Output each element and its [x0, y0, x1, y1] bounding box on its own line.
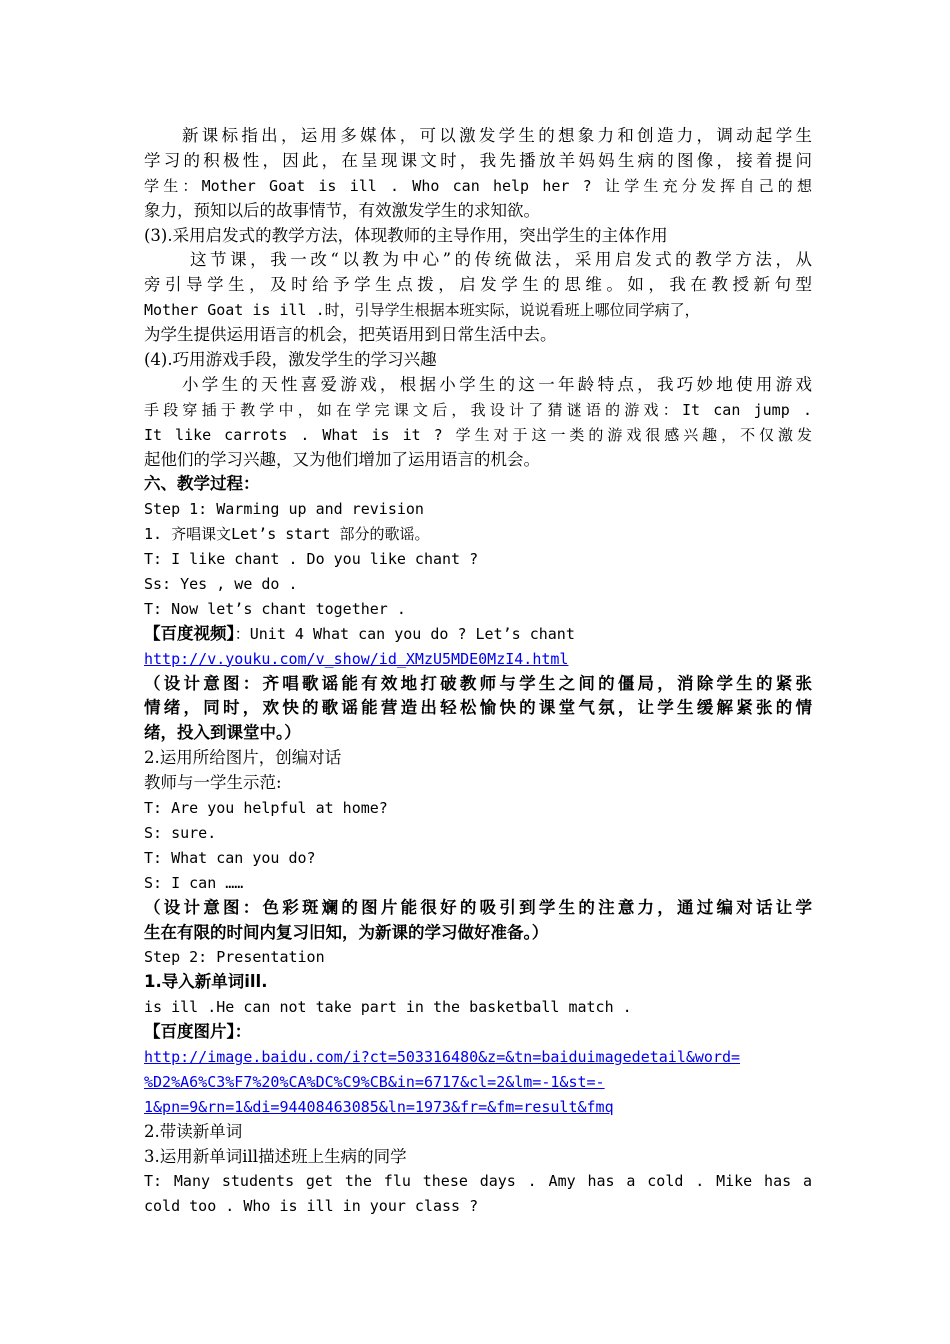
paragraph-line: 旁引导学生，及时给予学生点拨，启发学生的思维。如，我在教授新句型	[144, 275, 812, 295]
subheading: (3).采用启发式的教学方法，体现教师的主导作用，突出学生的主体作用	[144, 225, 668, 245]
design-note-line: （设计意图：齐唱歌谣能有效地打破教师与学生之间的僵局，消除学生的紧张	[144, 673, 812, 693]
paragraph-line: 学生：Mother Goat is ill . Who can help her ? 让学生充分发挥自己的想	[144, 176, 812, 195]
image-link[interactable]: 1&pn=9&rn=1&di=94408463085&ln=1973&fr=&fm=result&fmq	[144, 1097, 614, 1116]
paragraph-line: 手段穿插于教学中，如在学完课文后，我设计了猜谜语的游戏：It can jump .	[144, 400, 812, 419]
image-link-line	[144, 1070, 812, 1095]
paragraph-line: Mother Goat is ill .时，引导学生根据本班实际，说说看班上哪位同学病了，	[144, 301, 700, 320]
paragraph-line: 教师与一学生示范:	[144, 773, 282, 793]
image-label: 【百度图片】：	[144, 1022, 252, 1042]
image-link[interactable]: http://image.baidu.com/i?ct=503316480&z=&tn=baiduimagedetail&word=	[144, 1047, 741, 1066]
image-link[interactable]: %D2%A6%C3%F7%20%CA%DC%C9%CB&in=6717&cl=2&lm=-1&st=-	[144, 1072, 605, 1091]
dialog-line: T: I like chant . Do you like chant ?	[144, 550, 479, 569]
section-heading: 六、教学过程：	[144, 474, 260, 494]
dialog-line: Ss: Yes , we do .	[144, 575, 298, 594]
image-link-line	[144, 1095, 812, 1120]
video-link-line	[144, 647, 812, 672]
design-note-line: 生在有限的时间内复习旧知，为新课的学习做好准备。）	[144, 922, 549, 942]
video-text: ：Unit 4 What can you do ? Let’s chant	[234, 624, 575, 643]
list-item: 1. 齐唱课文Let’s start 部分的歌谣。	[144, 525, 430, 544]
dialog-line: T: Now let’s chant together .	[144, 599, 406, 618]
list-item: 3.运用新单词ill描述班上生病的同学	[144, 1146, 407, 1166]
list-item: 2.运用所给图片，创编对话	[144, 748, 342, 768]
subheading: (4).巧用游戏手段，激发学生的学习兴趣	[144, 350, 437, 370]
design-note-line: （设计意图：色彩斑斓的图片能很好的吸引到学生的注意力，通过编对话让学	[144, 897, 812, 917]
step-heading: Step 1: Warming up and revision	[144, 500, 424, 519]
paragraph-line: 为学生提供运用语言的机会，把英语用到日常生活中去。	[144, 325, 557, 345]
document-page	[144, 124, 812, 1219]
list-item: 2.带读新单词	[144, 1121, 243, 1141]
paragraph-line: 这节课，我一改“以教为中心”的传统做法，采用启发式的教学方法，从	[190, 250, 812, 270]
video-link[interactable]: http://v.youku.com/v_show/id_XMzU5MDE0MzI4.html	[144, 649, 569, 668]
dialog-line: S: sure.	[144, 823, 217, 842]
image-link-line	[144, 1045, 812, 1070]
paragraph-line: 新课标指出，运用多媒体，可以激发学生的想象力和创造力，调动起学生	[182, 126, 812, 145]
dialog-line: T: What can you do?	[144, 848, 316, 867]
dialog-line: T: Many students get the flu these days . Amy has a cold . Mike has a	[144, 1172, 812, 1191]
dialog-line: S: I can ……	[144, 873, 244, 892]
video-label: 【百度视频】	[144, 623, 235, 643]
paragraph-line: 学习的积极性，因此，在呈现课文时，我先播放羊妈妈生病的图像，接着提问	[144, 150, 812, 170]
step-heading: Step 2: Presentation	[144, 948, 325, 967]
paragraph-line: 起他们的学习兴趣，又为他们增加了运用语言的机会。	[144, 449, 540, 469]
dialog-line: T: Are you helpful at home?	[144, 799, 388, 818]
paragraph-line: It like carrots . What is it ? 学生对于这一类的游戏很感兴趣，不仅激发	[144, 425, 812, 444]
dialog-line: cold too . Who is ill in your class ?	[144, 1197, 479, 1216]
paragraph-line: 小学生的天性喜爱游戏，根据小学生的这一年龄特点，我巧妙地使用游戏	[182, 374, 812, 394]
paragraph-line: is ill .He can not take part in the basketball match .	[144, 998, 632, 1017]
paragraph-line: 象力，预知以后的故事情节，有效激发学生的求知欲。	[144, 200, 540, 220]
list-item: 1.导入新单词ill.	[144, 972, 268, 992]
video-reference	[144, 622, 812, 647]
design-note-line: 情绪，同时，欢快的歌谣能营造出轻松愉快的课堂气氛，让学生缓解紧张的情	[144, 698, 812, 718]
design-note-line: 绪，投入到课堂中。）	[144, 723, 301, 743]
